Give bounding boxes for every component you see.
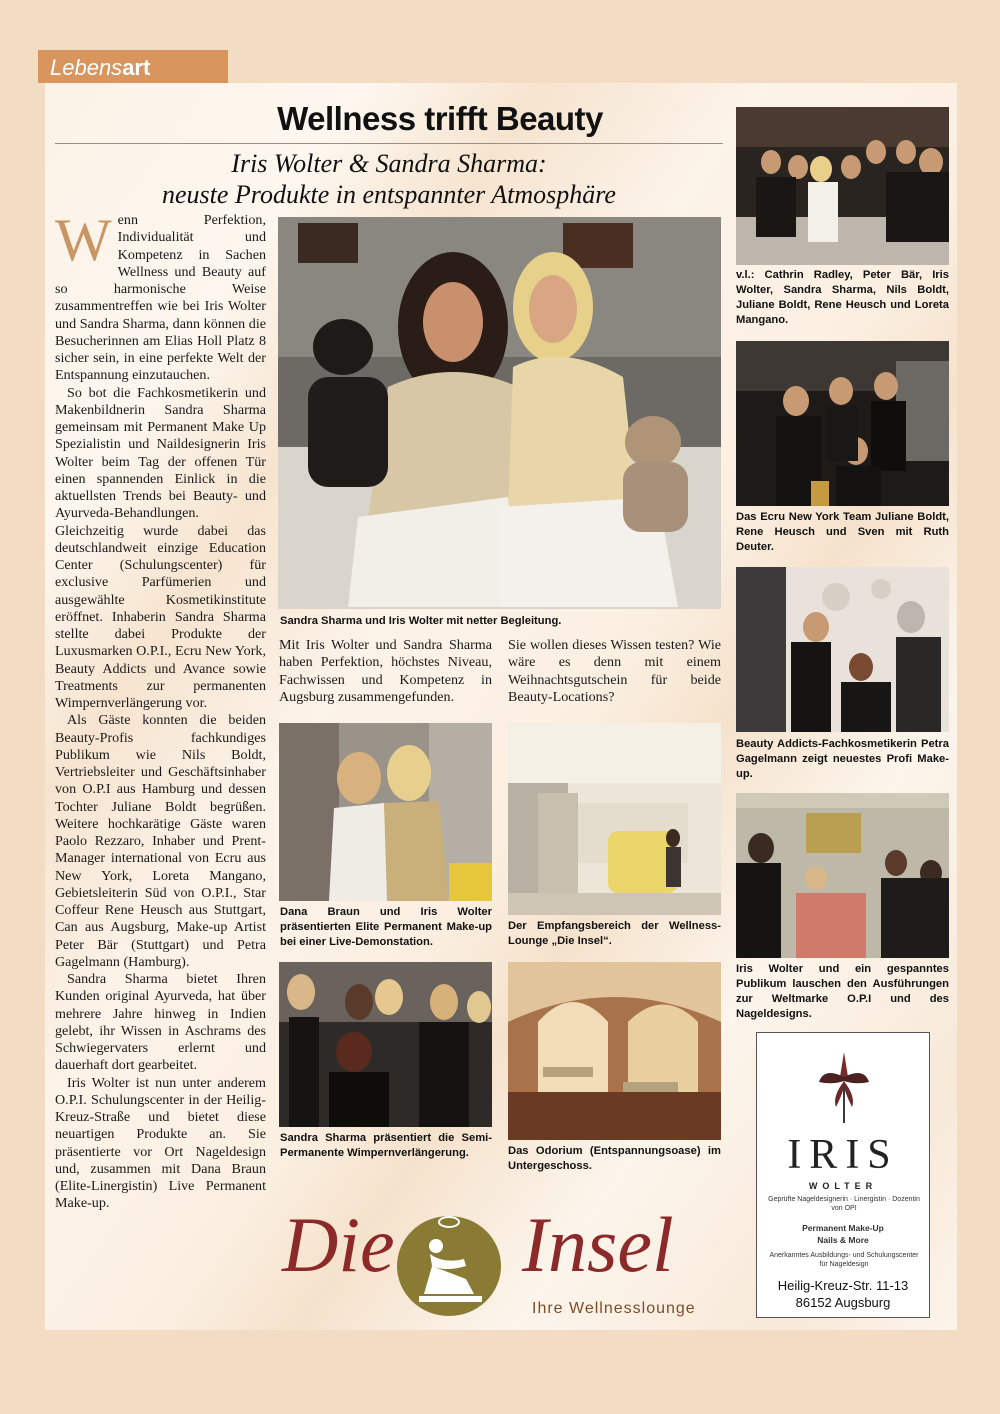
paragraph-3: Als Gäste konnten die beiden Beauty-Profis fachkundiges Publikum wie Nils Boldt, Vertriebsleiter und Geschäftsinhaber von O.P.I aus Hamburg und dessen Tochter Juliane Boldt begrüßen. Weitere hochkarätige Gäste waren Paolo Rezzaro, Inhaber und Prent-Manager international von Ecru aus New York, Loreta Mangano, Gebietsleiterin Süd von O.P.I., Star Coffeur Rene Heusch aus Stuttgart, Can aus Augsburg, Make-up Artist Peter Bär (Stuttgart) und Petra Gagelmann (Hamburg). [55, 712, 266, 970]
paragraph-5: Iris Wolter ist nun unter anderem O.P.I. Schulungscenter in der Heilig-Kreuz-Straße und bietet diese neuartigen Produkte an. Sie präsentierte vor Ort Nageldesign und, zusammen mit Dana Braun (Elite-Linergistin) Live Permanent Make-up. [55, 1074, 266, 1212]
insel-tagline: Ihre Wellnesslounge [532, 1300, 696, 1317]
caption-main-photo: Sandra Sharma und Iris Wolter mit netter Begleitung. [280, 615, 562, 627]
caption-beauty-addicts: Beauty Addicts-Fachkosmetikerin Petra Gagelmann zeigt neuestes Profi Make-up. [736, 738, 949, 780]
iris-city: 86152 Augsburg [795, 1295, 891, 1310]
caption-wimpern: Sandra Sharma präsentiert die Semi-Permanente Wimpernverlängerung. [280, 1132, 492, 1159]
iris-brand-wolter: WOLTER [808, 1181, 878, 1191]
paragraph-2: So bot die Fachkosmetikerin und Makenbildnerin Sandra Sharma gemeinsam mit Permanent Make Up Spezialistin und Naildesignerin Iris Wolter beim Tag der offenen Tür einen spannenden Einlick in die aktuellsten Trends bei Beauty- und Ayurveda-Behandlungen. Gleichzeitig wurde dabei das deutschlandweit einzige Education Center (Schulungscenter) für exclusive Parfümerien und ausgewählte Kosmetikinstitute eröffnet. Inhaberin Sandra Sharma stellte dabei Produkte der Luxusmarken O.P.I., Ecru New York, Beauty Addicts und Avance sowie Treatments zur permanenten Wimpernverlängerung vor. [55, 384, 266, 711]
mid-text-right: Sie wollen dieses Wissen testen? Wie wäre es denn mit einem Weihnachtsgutschein für beide Beauty-Locations? [508, 637, 721, 705]
mid-text-left: Mit Iris Wolter und Sandra Sharma haben Perfektion, höchstes Niveau, Fachwissen und Kompetenz in Augsburg zusammengefunden. [279, 637, 492, 705]
insel-word-die: Die [282, 1201, 395, 1288]
headline: Wellness trifft Beauty [277, 100, 603, 137]
insel-emblem [394, 1204, 504, 1319]
photo-wimpern [279, 962, 492, 1127]
iris-brand: IRIS [787, 1132, 899, 1178]
paragraph-1-text: enn Perfektion, Individualität und Kompetenz in Sachen Wellness und Beauty auf so harmonische Weise zusammentreffen wie bei Iris Wolter und Sandra Sharma, dann können die Besucherinnen am Elias Holl Platz 8 sicher sein, in eine perfekte Welt der Entspannung einzutauchen. [55, 212, 266, 384]
iris-flower-icon [814, 1047, 874, 1125]
iris-wolter-ad [756, 1032, 930, 1318]
photo-group [736, 107, 949, 265]
photo-odorium [508, 962, 721, 1140]
iris-nails-more: Nails & More [817, 1235, 869, 1245]
caption-group: v.l.: Cathrin Radley, Peter Bär, Iris Wolter, Sandra Sharma, Nils Boldt, Juliane Boldt, Rene Heusch und Loreta Mangano. [736, 269, 949, 326]
iris-street: Heilig-Kreuz-Str. 11-13 [777, 1278, 909, 1293]
photo-dana-braun-iris-wolter [279, 723, 492, 901]
caption-dana-braun: Dana Braun und Iris Wolter präsentierten Elite Permanent Make-up bei einer Live-Demonstation. [280, 906, 492, 948]
insel-word-insel: Insel [522, 1201, 674, 1288]
dropcap: W [55, 212, 112, 273]
paragraph-1 [55, 212, 266, 385]
subhead-line-1: Iris Wolter & Sandra Sharma: [231, 149, 547, 178]
photo-ecru-team [736, 341, 949, 506]
headline-rule [55, 143, 723, 144]
iris-schulung: Anerkanntes Ausbildungs- und Schulungscenter für Nageldesign [769, 1252, 919, 1268]
section-label-light: Lebens [50, 55, 123, 80]
section-label-bold: art [122, 55, 151, 80]
iris-permanent-makeup: Permanent Make-Up [802, 1223, 884, 1233]
section-tab [38, 50, 228, 83]
article-body [55, 212, 266, 1327]
subhead-line-2: neuste Produkte in entspannter Atmosphäre [162, 180, 616, 209]
photo-reception [508, 723, 721, 915]
caption-opi-publikum: Iris Wolter und ein gespanntes Publikum lauschen den Ausführungen zur Weltmarke O.P.I und des Nageldesigns. [736, 963, 949, 1020]
iris-credentials: Geprüfte Nageldesignerin · Linergistin · Dozentin von OPI [768, 1196, 920, 1212]
main-photo [278, 217, 721, 609]
caption-odorium: Das Odorium (Entspannungsoase) im Untergeschoss. [508, 1145, 721, 1172]
photo-opi-publikum [736, 793, 949, 958]
die-insel-ad [282, 1192, 722, 1327]
subheadline [55, 148, 723, 210]
caption-ecru-team: Das Ecru New York Team Juliane Boldt, Rene Heusch und Sven mit Ruth Deuter. [736, 511, 949, 553]
photo-beauty-addicts [736, 567, 949, 732]
caption-reception: Der Empfangsbereich der Wellness-Lounge „Die Insel“. [508, 920, 721, 947]
paragraph-4: Sandra Sharma bietet Ihren Kunden original Ayurveda, hat über mehrere Jahre hinweg in Indien gelebt, ihr Wissen in Aschrams des Schwiegervaters erlernt und dauerhaft dort gearbeitet. [55, 971, 266, 1074]
